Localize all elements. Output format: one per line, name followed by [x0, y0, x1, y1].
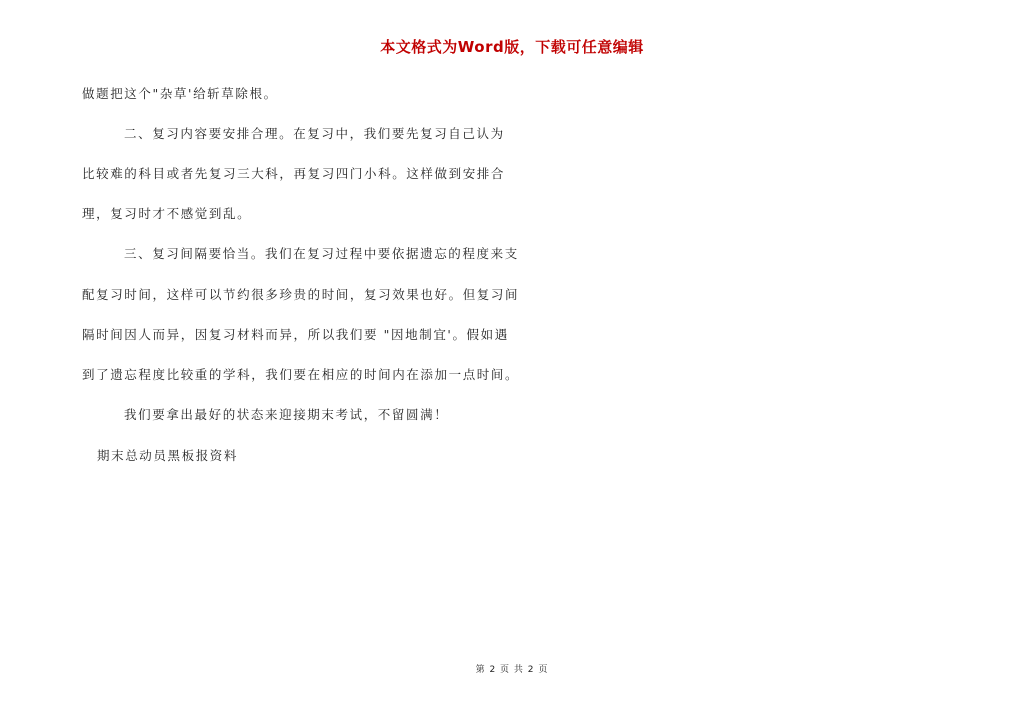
paragraph-line: 比较难的科目或者先复习三大科，再复习四门小科。这样做到安排合	[82, 166, 506, 181]
paragraph-line: 二、复习内容要安排合理。在复习中，我们要先复习自己认为	[124, 126, 505, 141]
paragraph-line: 隔时间因人而异，因复习材料而异，所以我们要 "因地制宜'。假如遇	[82, 327, 509, 342]
paragraph-line: 配复习时间，这样可以节约很多珍贵的时间，复习效果也好。但复习间	[82, 287, 520, 302]
paragraph-line: 理，复习时才不感觉到乱。	[82, 206, 252, 221]
paragraph-line: 三、复习间隔要恰当。我们在复习过程中要依据遗忘的程度来支	[124, 246, 519, 261]
section-heading: 期末总动员黑板报资料	[97, 448, 239, 463]
paragraph-line: 到了遗忘程度比较重的学科，我们要在相应的时间内在添加一点时间。	[82, 367, 520, 382]
paragraph-line: 做题把这个"杂草'给斩草除根。	[82, 86, 278, 101]
page-number: 第 2 页 共 2 页	[475, 665, 549, 675]
paragraph-line: 我们要拿出最好的状态来迎接期末考试，不留圆满！	[124, 407, 449, 422]
download-banner: 本文格式为Word版，下载可任意编辑	[380, 38, 644, 56]
